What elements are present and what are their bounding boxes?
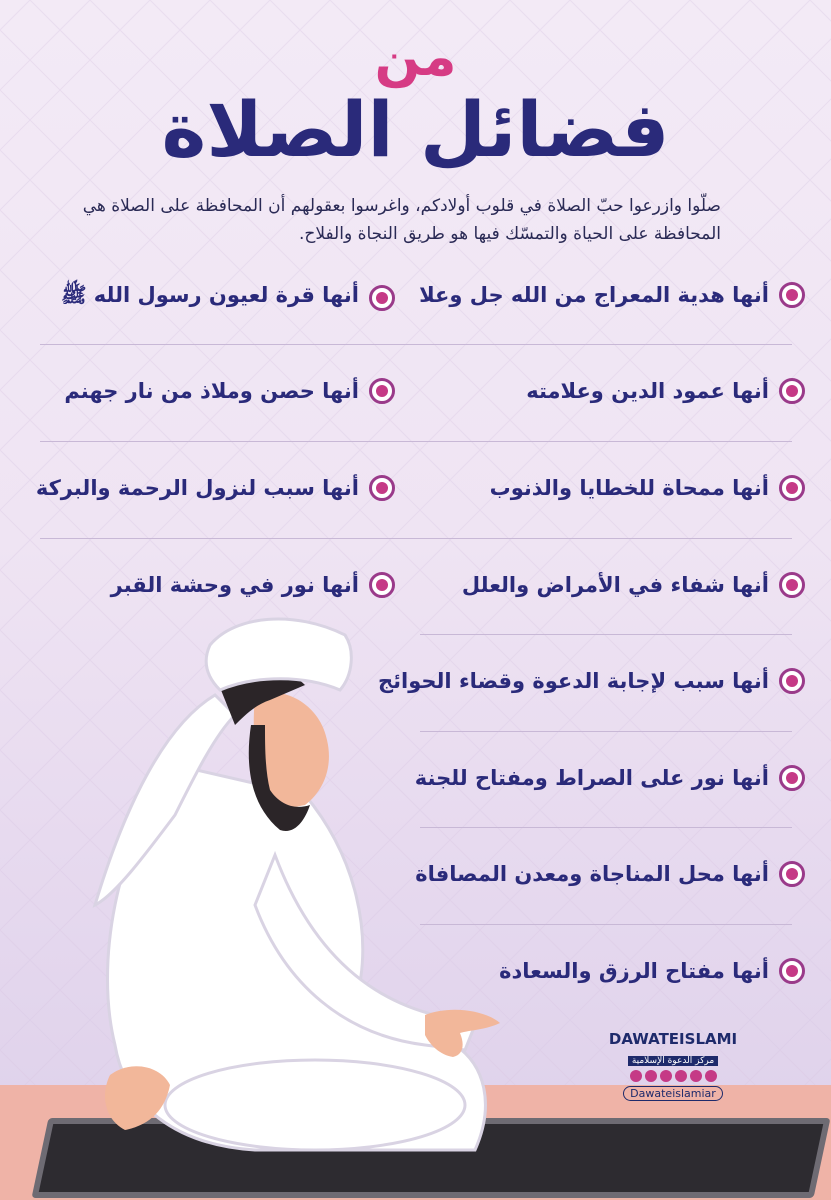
brand-subtitle: مركز الدعوة الإسلامية [628, 1056, 718, 1066]
intro-text: صلّوا وازرعوا حبّ الصلاة في قلوب أولادكم، واغرسوا بعقولهم أن المحافظة على الصلاة هي المحافظة على الحياة والتمسّك فيها هو طريق النجاة والفلاح. [82, 196, 721, 244]
virtue-text: أنها نور في وحشة القبر [110, 573, 359, 597]
divider [40, 538, 792, 539]
flower-bullet-icon [779, 861, 805, 887]
brand-handle: Dawateislamiar [623, 1086, 723, 1101]
virtue-text: أنها سبب لنزول الرحمة والبركة [35, 476, 359, 500]
virtue-text: أنها شفاء في الأمراض والعلل [461, 573, 769, 597]
facebook-icon[interactable] [645, 1070, 657, 1082]
virtue-item [499, 958, 805, 984]
flower-bullet-icon [369, 475, 395, 501]
title-prefix: من [374, 25, 457, 88]
virtue-item [61, 282, 395, 313]
virtue-item [64, 378, 395, 404]
virtue-text: أنها هدية المعراج من الله جل وعلا [419, 283, 769, 307]
flower-bullet-icon [779, 958, 805, 984]
brand-name: DAWATEISLAMI [608, 1030, 738, 1048]
virtue-item [419, 282, 805, 308]
page-title: فضائل الصلاة [161, 85, 670, 174]
flower-bullet-icon [779, 475, 805, 501]
virtue-item [490, 475, 805, 501]
virtue-text: أنها عمود الدين وعلامته [526, 379, 769, 403]
virtue-text: أنها نور على الصراط ومفتاح للجنة [414, 766, 769, 790]
telegram-icon[interactable] [690, 1070, 702, 1082]
virtue-text: أنها حصن وملاذ من نار جهنم [64, 379, 359, 403]
virtue-text: أنها سبب لإجابة الدعوة وقضاء الحوائج [378, 669, 769, 693]
flower-bullet-icon [779, 282, 805, 308]
flower-bullet-icon [779, 378, 805, 404]
virtue-text: أنها مفتاح الرزق والسعادة [499, 959, 769, 983]
youtube-icon[interactable] [630, 1070, 642, 1082]
virtue-item [111, 572, 395, 598]
brand-logo [598, 1030, 748, 1101]
virtue-text: أنها ممحاة للخطايا والذنوب [489, 476, 769, 500]
flower-bullet-icon [779, 765, 805, 791]
virtue-item [36, 475, 395, 501]
twitter-icon[interactable] [660, 1070, 672, 1082]
virtue-item [462, 572, 805, 598]
praying-man-illustration [55, 605, 515, 1165]
virtue-text: أنها قرة لعيون رسول الله ﷺ [61, 283, 359, 307]
flower-bullet-icon [779, 668, 805, 694]
flower-bullet-icon [369, 378, 395, 404]
soundcloud-icon[interactable] [705, 1070, 717, 1082]
divider [40, 441, 792, 442]
flower-bullet-icon [779, 572, 805, 598]
social-icons [598, 1070, 748, 1082]
virtue-item [526, 378, 805, 404]
instagram-icon[interactable] [675, 1070, 687, 1082]
virtue-text: أنها محل المناجاة ومعدن المصافاة [415, 862, 769, 886]
divider [40, 344, 792, 345]
flower-bullet-icon [369, 285, 395, 311]
flower-bullet-icon [369, 572, 395, 598]
